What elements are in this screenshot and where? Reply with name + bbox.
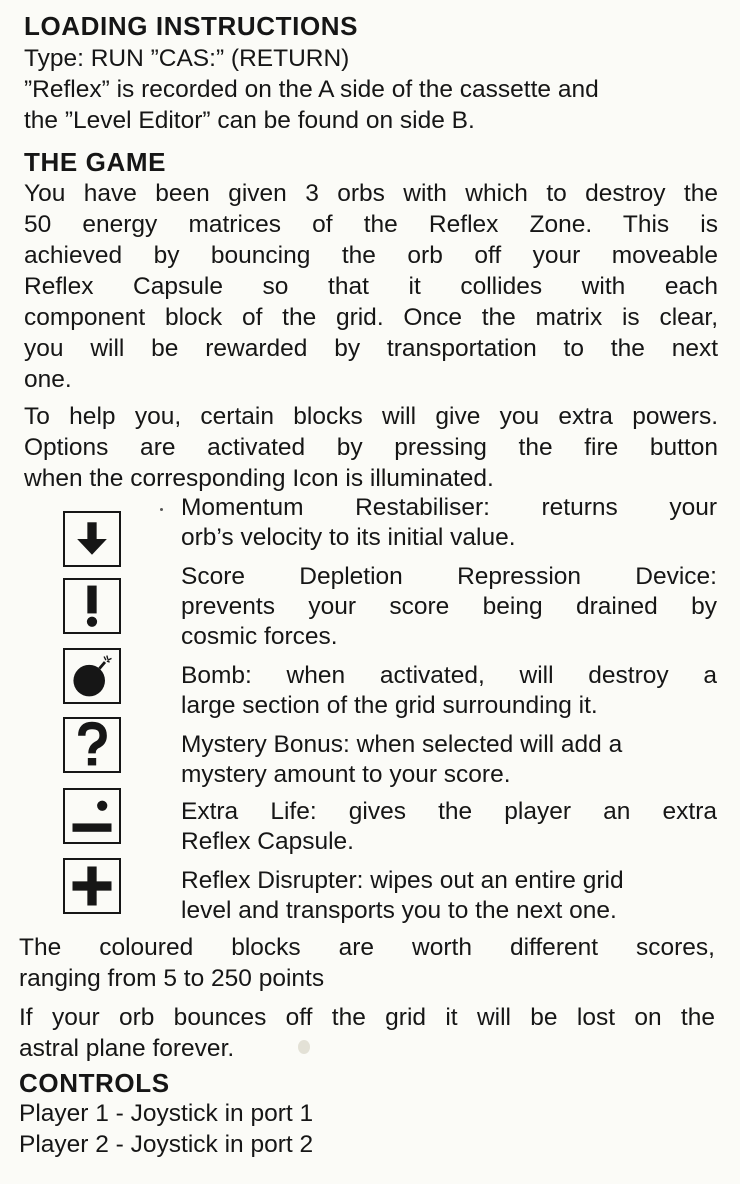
plus-icon [63,858,121,914]
text-line: Score Depletion Repression Device: [181,563,717,590]
game-paragraph-2 [24,401,718,494]
controls-heading: CONTROLS [19,1068,170,1098]
extra-life-description [181,797,717,857]
game-paragraph-1 [24,178,718,395]
text-line: Player 2 - Joystick in port 2 [19,1131,314,1158]
text-line: Extra Life: gives the player an extra [181,798,717,825]
text-line: Momentum Restabiliser: returns your [181,494,717,521]
question-mark-icon [63,717,121,773]
text-line: Type: RUN ”CAS:” (RETURN) [24,45,350,72]
paper-smudge [298,1040,310,1054]
text-line: you will be rewarded by transportation to the next [24,335,718,362]
text-line: Bomb: when activated, will destroy a [181,662,717,689]
extra-life-icon [63,788,121,844]
text-line: 50 energy matrices of the Reflex Zone. This is [24,211,718,238]
exclamation-icon [63,578,121,634]
momentum-restabiliser-description [181,493,717,553]
print-speck [160,508,163,511]
text-line: astral plane forever. [19,1035,235,1062]
bomb-icon [63,648,121,704]
text-line: orb’s velocity to its initial value. [181,524,516,551]
text-line: prevents your score being drained by [181,593,717,620]
text-line: Mystery Bonus: when selected will add a [181,731,623,758]
text-line: The coloured blocks are worth different scores, [19,934,715,961]
text-line: Reflex Disrupter: wipes out an entire grid [181,867,624,894]
loading-instructions-heading: LOADING INSTRUCTIONS [24,11,359,41]
text-line: You have been given 3 orbs with which to destroy the [24,180,718,207]
text-line: cosmic forces. [181,623,338,650]
text-line: one. [24,366,72,393]
score-depletion-repression-description [181,562,717,652]
text-line: ”Reflex” is recorded on the A side of the cassette and [24,76,599,103]
controls-text [19,1098,715,1160]
text-line: ranging from 5 to 250 points [19,965,325,992]
text-line: Reflex Capsule. [181,828,354,855]
text-line: mystery amount to your score. [181,761,511,788]
game-paragraph-4 [19,1002,715,1064]
text-line: the ”Level Editor” can be found on side B. [24,107,475,134]
text-line: Reflex Capsule so that it collides with each [24,273,718,300]
reflex-disrupter-description [181,866,717,926]
bomb-description [181,661,717,721]
text-line: If your orb bounces off the grid it will be lost on the [19,1004,715,1031]
game-paragraph-3 [19,932,715,994]
text-line: level and transports you to the next one. [181,897,617,924]
text-line: Player 1 - Joystick in port 1 [19,1100,314,1127]
down-arrow-icon [63,511,121,567]
text-line: Options are activated by pressing the fire button [24,434,718,461]
mystery-bonus-description [181,730,717,790]
text-line: when the corresponding Icon is illuminated. [24,465,494,492]
text-line: large section of the grid surrounding it. [181,692,598,719]
text-line: achieved by bouncing the orb off your moveable [24,242,718,269]
the-game-heading: THE GAME [24,147,167,177]
loading-instructions-text [24,43,724,136]
text-line: To help you, certain blocks will give you extra powers. [24,403,718,430]
text-line: component block of the grid. Once the matrix is clear, [24,304,718,331]
